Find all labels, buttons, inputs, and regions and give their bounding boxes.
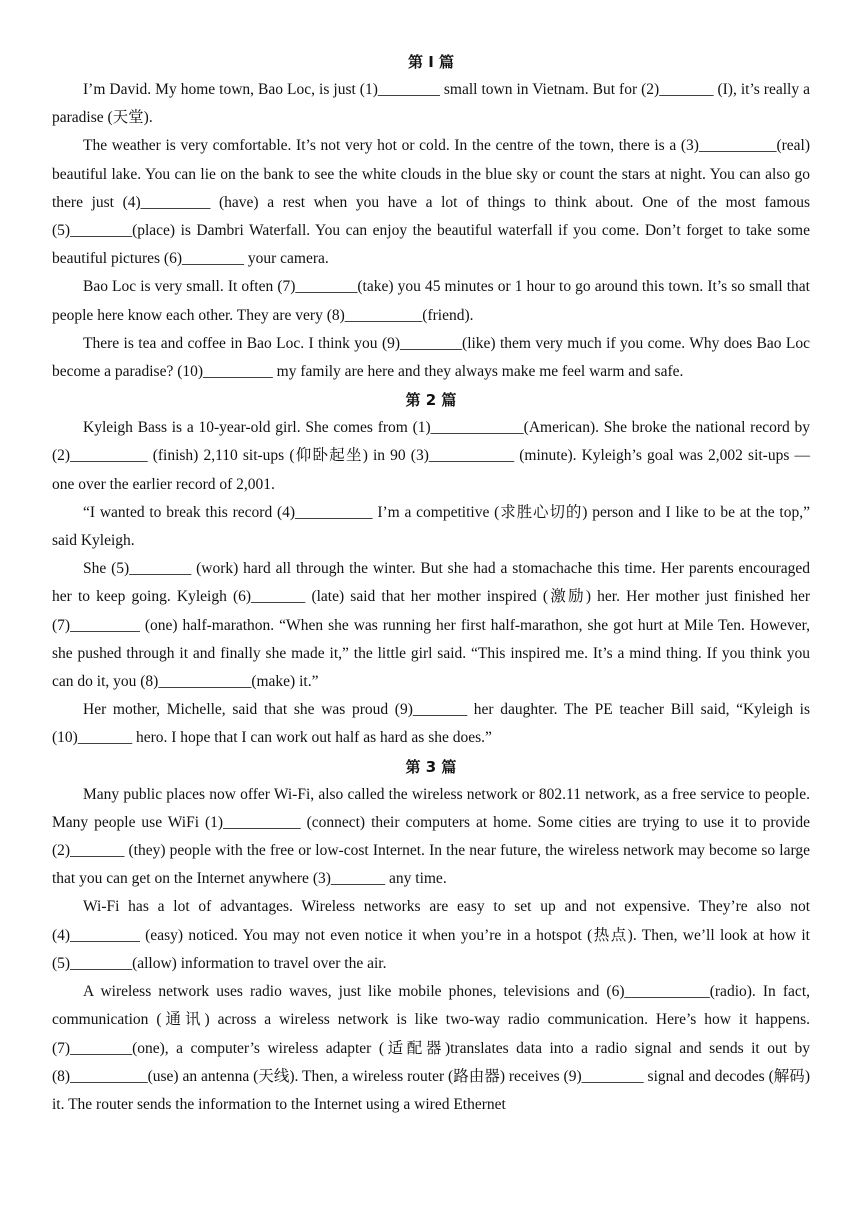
passage-3: [52, 753, 810, 1119]
passage-2-paragraph-2: “I wanted to break this record (4)__________ I’m a competitive (求胜心切的) person and I like to be at the top,” said Kyleigh.: [52, 503, 810, 550]
passage-2-paragraph-4: Her mother, Michelle, said that she was proud (9)_______ her daughter. The PE teacher Bill said, “Kyleigh is (10)_______ hero. I hope that I can work out half as hard as she does.”: [52, 701, 810, 747]
passage-1: [52, 48, 810, 386]
passage-1-title: 第 I 篇: [407, 53, 455, 71]
passage-1-paragraph-2: The weather is very comfortable. It’s not very hot or cold. In the centre of the town, there is a (3)__________(real) beautiful lake. You can lie on the bank to see the white clouds in the blue sky or count the stars at night. You can also go there just (4)_________ (have) a rest when you have a lot of things to think about. One of the most famous (5)________(place) is Dambri Waterfall. You can enjoy the beautiful waterfall if you come. Don’t forget to take some beautiful pictures (6)________ your camera.: [52, 137, 810, 268]
passage-1-paragraph-3: Bao Loc is very small. It often (7)________(take) you 45 minutes or 1 hour to go around this town. It’s so small that people here know each other. They are very (8)__________(friend).: [52, 278, 810, 324]
passage-2: [52, 386, 810, 752]
passage-2-title: 第 2 篇: [405, 391, 457, 410]
passage-2-paragraph-1: Kyleigh Bass is a 10-year-old girl. She comes from (1)____________(American). She broke the national record by (2)__________ (finish) 2,110 sit-ups (仰卧起坐) in 90 (3)___________ (minute). Kyleigh’s goal was 2,002 sit-ups — one over the earlier record of 2,001.: [52, 419, 810, 493]
passage-2-paragraph-3: She (5)________ (work) hard all through the winter. But she had a stomachache this time. Her parents encouraged her to keep going. Kyleigh (6)_______ (late) said that her mother inspired (激励) her. Her mother just finished her (7)_________ (one) half-marathon. “When she was running her first half-marathon, she got hurt at Mile Ten. However, she pushed through it and finally she made it,” the little girl said. “This inspired me. It’s a mind thing. If you think you can do it, you (8)____________(make) it.”: [52, 560, 810, 691]
passage-3-paragraph-3: A wireless network uses radio waves, just like mobile phones, televisions and (6)___________(radio). In fact, communication (通讯) across a wireless network is like two-way radio communication. Here’s how it happens. (7)________(one), a computer’s wireless adapter (适配器)translates data into a radio signal and sends it out by (8)__________(use) an antenna (天线). Then, a wireless router (路由器) receives (9)________ signal and decodes (解码) it. The router sends the information to the Internet using a wired Ethernet: [52, 983, 810, 1113]
passage-1-paragraph-4: There is tea and coffee in Bao Loc. I think you (9)________(like) them very much if you come. Why does Bao Loc become a paradise? (10)_________ my family are here and they always make me feel warm and safe.: [52, 334, 810, 381]
passage-3-paragraph-1: Many public places now offer Wi-Fi, also called the wireless network or 802.11 network, as a free service to people. Many people use WiFi (1)__________ (connect) their computers at home. Some cities are trying to use it to provide (2)_______ (they) people with the free or low-cost Internet. In the near future, the wireless network may become so large that you can get on the Internet anywhere (3)_______ any time.: [52, 785, 810, 888]
passage-1-paragraph-1: I’m David. My home town, Bao Loc, is just (1)________ small town in Vietnam. But for (2)_______ (I), it’s really a paradise (天堂).: [52, 81, 810, 127]
passage-3-title: 第 3 篇: [405, 757, 457, 776]
passage-3-paragraph-2: Wi-Fi has a lot of advantages. Wireless networks are easy to set up and not expensive. They’re also not (4)_________ (easy) noticed. You may not even notice it when you’re in a hotspot (热点). Then, we’ll look at how it (5)________(allow) information to travel over the air.: [52, 898, 810, 972]
worksheet-page: [52, 48, 810, 1119]
